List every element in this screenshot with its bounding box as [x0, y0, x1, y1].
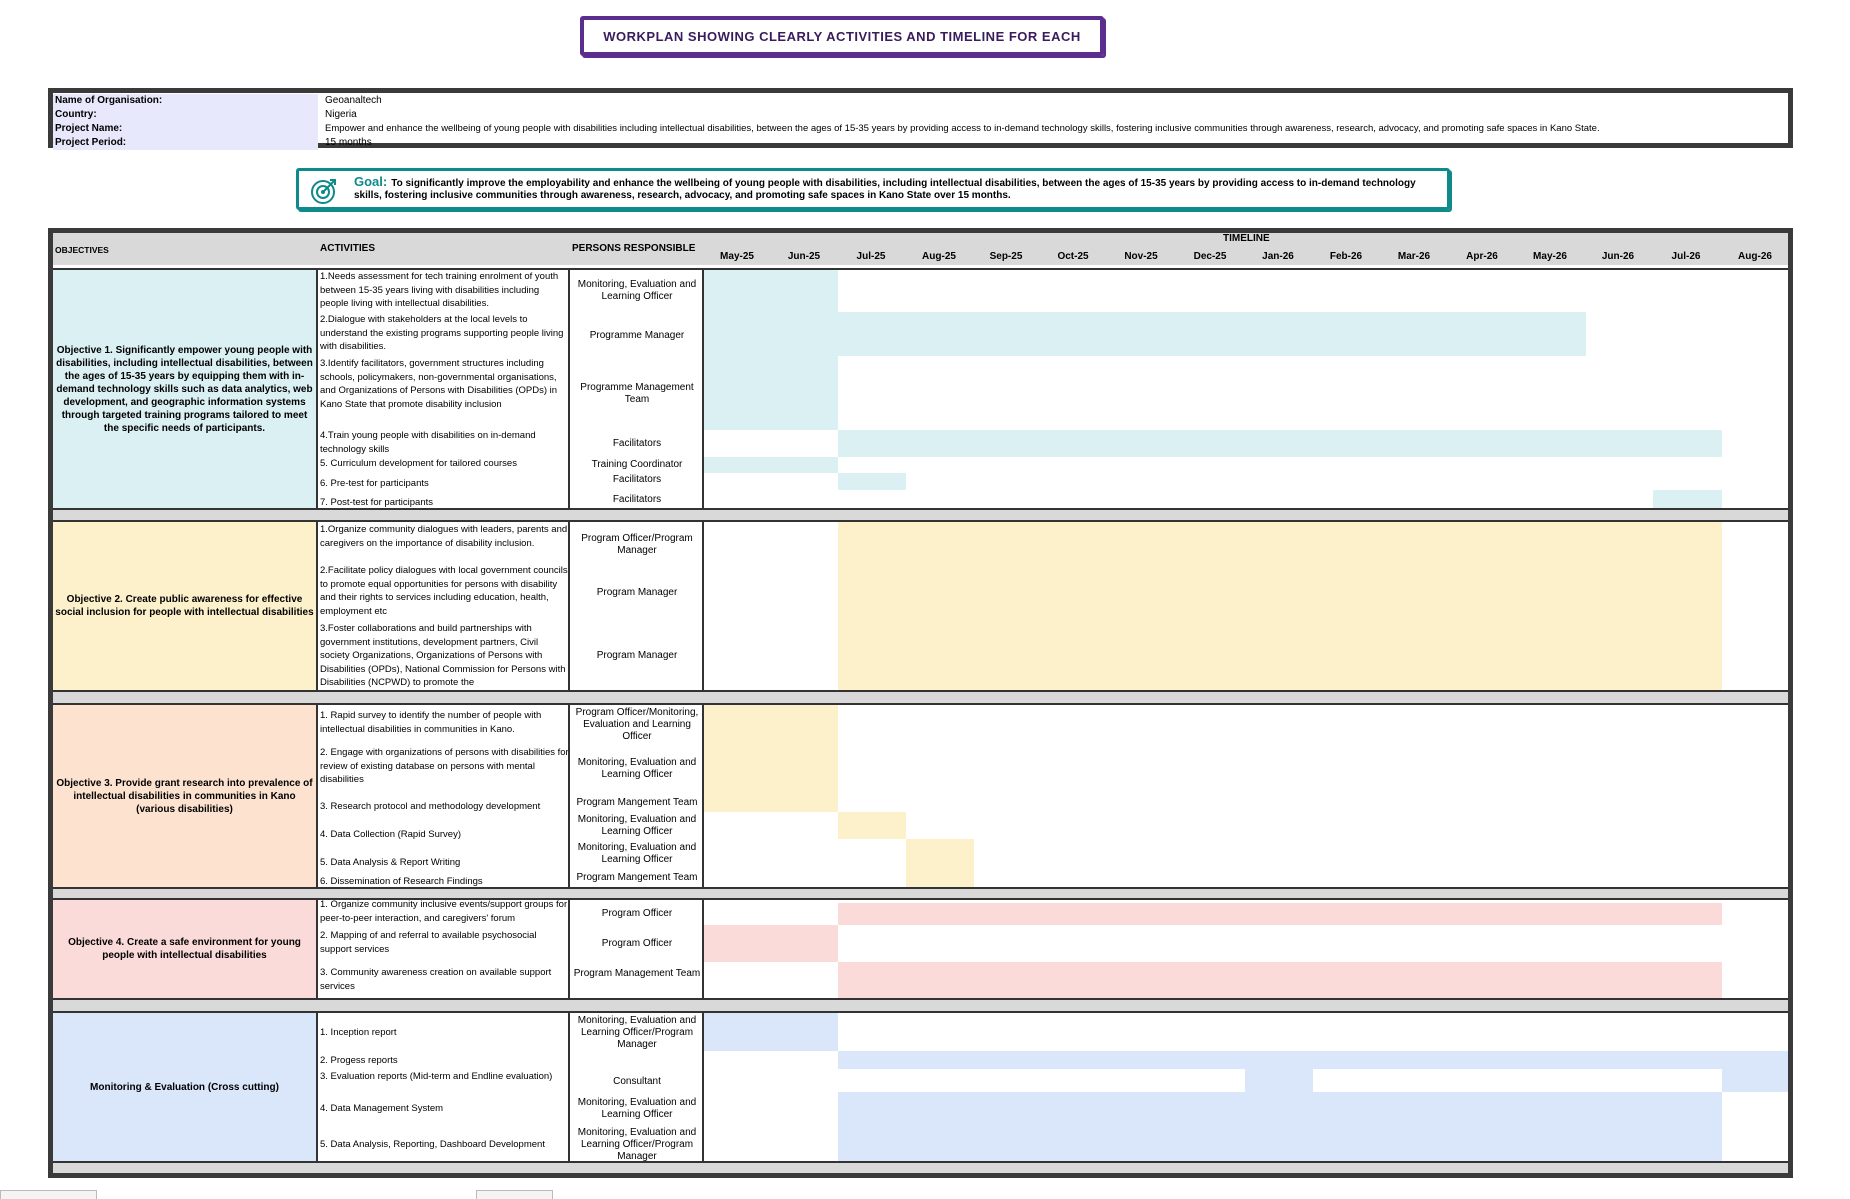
target-icon — [309, 176, 339, 206]
month-header: Feb-26 — [1329, 251, 1363, 262]
header-persons: PERSONS RESPONSIBLE — [572, 243, 696, 254]
month-header: Jun-25 — [787, 251, 821, 262]
person-3-1: Program Officer/Monitoring, Evaluation and Learning Officer — [575, 707, 699, 742]
activity-4-3: 3. Community awareness creation on available support services — [320, 967, 552, 992]
month-header: Jan-26 — [1262, 251, 1294, 262]
month-header: Aug-25 — [922, 251, 956, 262]
person-3-3: Program Mangement Team — [576, 797, 698, 808]
person-2-2: Program Manager — [596, 587, 678, 598]
activity-3-3: 3. Research protocol and methodology development — [320, 801, 541, 812]
month-header: Jul-26 — [1671, 251, 1701, 262]
person-3-4: Monitoring, Evaluation and Learning Officer — [577, 814, 697, 837]
goal-box — [296, 168, 1450, 210]
activity-2-1: 1.Organize community dialogues with leaders, parents and caregivers on the importance of disability inclusion. — [320, 524, 568, 549]
activity-me-5: 5. Data Analysis, Reporting, Dashboard Development — [320, 1139, 545, 1150]
project-info-table — [48, 88, 1793, 148]
activity-4-2: 2. Mapping of and referral to available psychosocial support services — [320, 930, 537, 955]
month-header: Aug-26 — [1738, 251, 1772, 262]
activity-3-6: 6. Dissemination of Research Findings — [320, 876, 483, 887]
month-header: Nov-25 — [1124, 251, 1158, 262]
gantt-bar — [704, 270, 838, 430]
gantt-bar — [838, 430, 1722, 457]
project-period-value: 15 months — [325, 137, 372, 148]
gantt-bar — [838, 312, 1586, 356]
project-name-value: Empower and enhance the wellbeing of young people with disabilities including intellectual disabilities, between the ages of 15-35 years by providing access to in-demand technology skills, fostering inclusive communities through awareness, research, advocacy, and promoting safe spaces in Kano State. — [325, 123, 1600, 134]
country-label: Country: — [53, 108, 318, 122]
activity-3-2: 2. Engage with organizations of persons with disabilities for review of existing database on persons with mental disabilities — [320, 747, 569, 785]
gantt-bar — [838, 903, 1722, 925]
header-objectives: OBJECTIVES — [55, 245, 109, 255]
month-header: Apr-26 — [1466, 251, 1498, 262]
objective-2-cell: Objective 2. Create public awareness for effective social inclusion for people with intellectual disabilities — [53, 522, 318, 690]
goal-label: Goal: — [354, 174, 388, 189]
activity-2-3: 3.Foster collaborations and build partnerships with government institutions, development partners, Civil society Organizations, Organizations of Persons with Disabilities (OPDs), National Commission for Persons with Disabilities (NCPWD) to promote the — [320, 623, 566, 688]
gantt-bar — [1722, 1069, 1788, 1092]
goal-text: To significantly improve the employability and enhance the wellbeing of young people with disabilities, including intellectual disabilities, between the ages of 15-35 years by providing access to in-demand technology skills, fostering inclusive communities through awareness, research, advocacy, and promoting safe spaces in Kano State over 15 months. — [354, 178, 1416, 201]
header-activities: ACTIVITIES — [320, 243, 376, 254]
month-header: Oct-25 — [1057, 251, 1089, 262]
org-value: Geoanaltech — [325, 95, 382, 106]
gantt-bar — [704, 457, 838, 473]
gantt-bar — [838, 1051, 1788, 1069]
objective-4-cell: Objective 4. Create a safe environment for young people with intellectual disabilities — [53, 900, 318, 998]
activity-1-1: 1.Needs assessment for tech training enrolment of youth between 15-35 years living with disabilities including people living with intellectual disabilities. — [320, 271, 559, 309]
activity-me-2: 2. Progess reports — [320, 1055, 398, 1066]
activity-1-4: 4.Train young people with disabilities on in-demand technology skills — [320, 430, 536, 455]
person-4-2: Program Officer — [601, 938, 673, 949]
person-3-2: Monitoring, Evaluation and Learning Officer — [577, 757, 697, 780]
gantt-bar — [838, 962, 1722, 998]
person-1-7: Facilitators — [612, 494, 662, 505]
gantt-bar — [906, 839, 974, 887]
gantt-bar — [704, 1013, 838, 1051]
activity-3-4: 4. Data Collection (Rapid Survey) — [320, 829, 461, 840]
person-1-2: Programme Manager — [589, 330, 685, 341]
person-2-3: Program Manager — [596, 650, 678, 661]
month-header: May-25 — [720, 251, 754, 262]
objective-1-cell: Objective 1. Significantly empower young people with disabilities, including intellectual disabilities, between the ages of 15-35 years by equipping them with in-demand technology skills such as data analytics, web development, and geographic information systems through targeted training programs tailored to meet the specific needs of participants. — [53, 270, 318, 508]
activity-1-2: 2.Dialogue with stakeholders at the local levels to understand the existing programs supporting people living with disabilities. — [320, 314, 564, 352]
gantt-bar — [704, 705, 838, 812]
gantt-bar — [838, 473, 906, 490]
person-me-1: Monitoring, Evaluation and Learning Officer/Program Manager — [577, 1015, 697, 1050]
gantt-bar — [704, 925, 838, 962]
month-header: Sep-25 — [989, 251, 1023, 262]
person-me-4: Monitoring, Evaluation and Learning Officer — [577, 1097, 697, 1120]
page-title: WORKPLAN SHOWING CLEARLY ACTIVITIES AND TIMELINE FOR EACH — [580, 16, 1104, 56]
activity-4-1: 1. Organize community inclusive events/support groups for peer-to-peer interaction, and caregivers' forum — [320, 899, 568, 924]
objective-3-cell: Objective 3. Provide grant research into prevalence of intellectual disabilities in communities in Kano (various disabilities) — [53, 705, 318, 887]
project-name-label: Project Name: — [53, 122, 318, 136]
person-me-3: Consultant — [613, 1076, 661, 1087]
project-period-label: Project Period: — [53, 136, 318, 150]
person-3-5: Monitoring, Evaluation and Learning Officer — [577, 842, 697, 865]
gantt-bar — [838, 812, 906, 839]
activity-1-5: 5. Curriculum development for tailored courses — [320, 458, 517, 469]
gantt-bar — [1245, 1069, 1313, 1092]
activity-3-5: 5. Data Analysis & Report Writing — [320, 857, 461, 868]
month-header: May-26 — [1533, 251, 1567, 262]
month-header: Dec-25 — [1193, 251, 1227, 262]
month-header: Jul-25 — [856, 251, 886, 262]
person-3-6: Program Mangement Team — [576, 872, 698, 883]
month-header: Jun-26 — [1601, 251, 1635, 262]
country-value: Nigeria — [325, 109, 357, 120]
gantt-bar — [838, 1092, 1722, 1161]
activity-me-4: 4. Data Management System — [320, 1103, 444, 1114]
activity-1-6: 6. Pre-test for participants — [320, 478, 429, 489]
person-1-6: Facilitators — [612, 474, 662, 485]
activity-me-1: 1. Inception report — [320, 1027, 397, 1038]
objective-me-cell: Monitoring & Evaluation (Cross cutting) — [53, 1013, 318, 1161]
person-1-1: Monitoring, Evaluation and Learning Officer — [577, 279, 697, 302]
person-1-3: Programme Management Team — [580, 382, 694, 405]
gantt-bar — [1653, 490, 1722, 508]
activity-2-2: 2.Facilitate policy dialogues with local government councils to promote equal opportunities for persons with disability and their rights to services including education, health, employment etc — [320, 565, 568, 617]
org-label: Name of Organisation: — [53, 94, 318, 108]
person-1-5: Training Coordinator — [591, 459, 683, 470]
activity-1-7: 7. Post-test for participants — [320, 497, 433, 508]
activity-1-3: 3.Identify facilitators, government structures including schools, policymakers, non-governmental organisations, and Organizations of Persons with Disabilities (OPDs) in Kano State that promote disability inclusion — [320, 358, 558, 410]
person-4-3: Program Management Team — [573, 968, 701, 979]
person-2-1: Program Officer/Program Manager — [581, 533, 693, 556]
month-header: Mar-26 — [1397, 251, 1431, 262]
header-timeline: TIMELINE — [1223, 233, 1270, 244]
gantt-bar — [838, 522, 1722, 690]
person-4-1: Program Officer — [601, 908, 673, 919]
activity-3-1: 1. Rapid survey to identify the number of people with intellectual disabilities in communities in Kano. — [320, 710, 542, 735]
person-me-5: Monitoring, Evaluation and Learning Officer/Program Manager — [577, 1127, 697, 1162]
activity-me-3: 3. Evaluation reports (Mid-term and Endline evaluation) — [320, 1071, 553, 1082]
person-1-4: Facilitators — [612, 438, 662, 449]
